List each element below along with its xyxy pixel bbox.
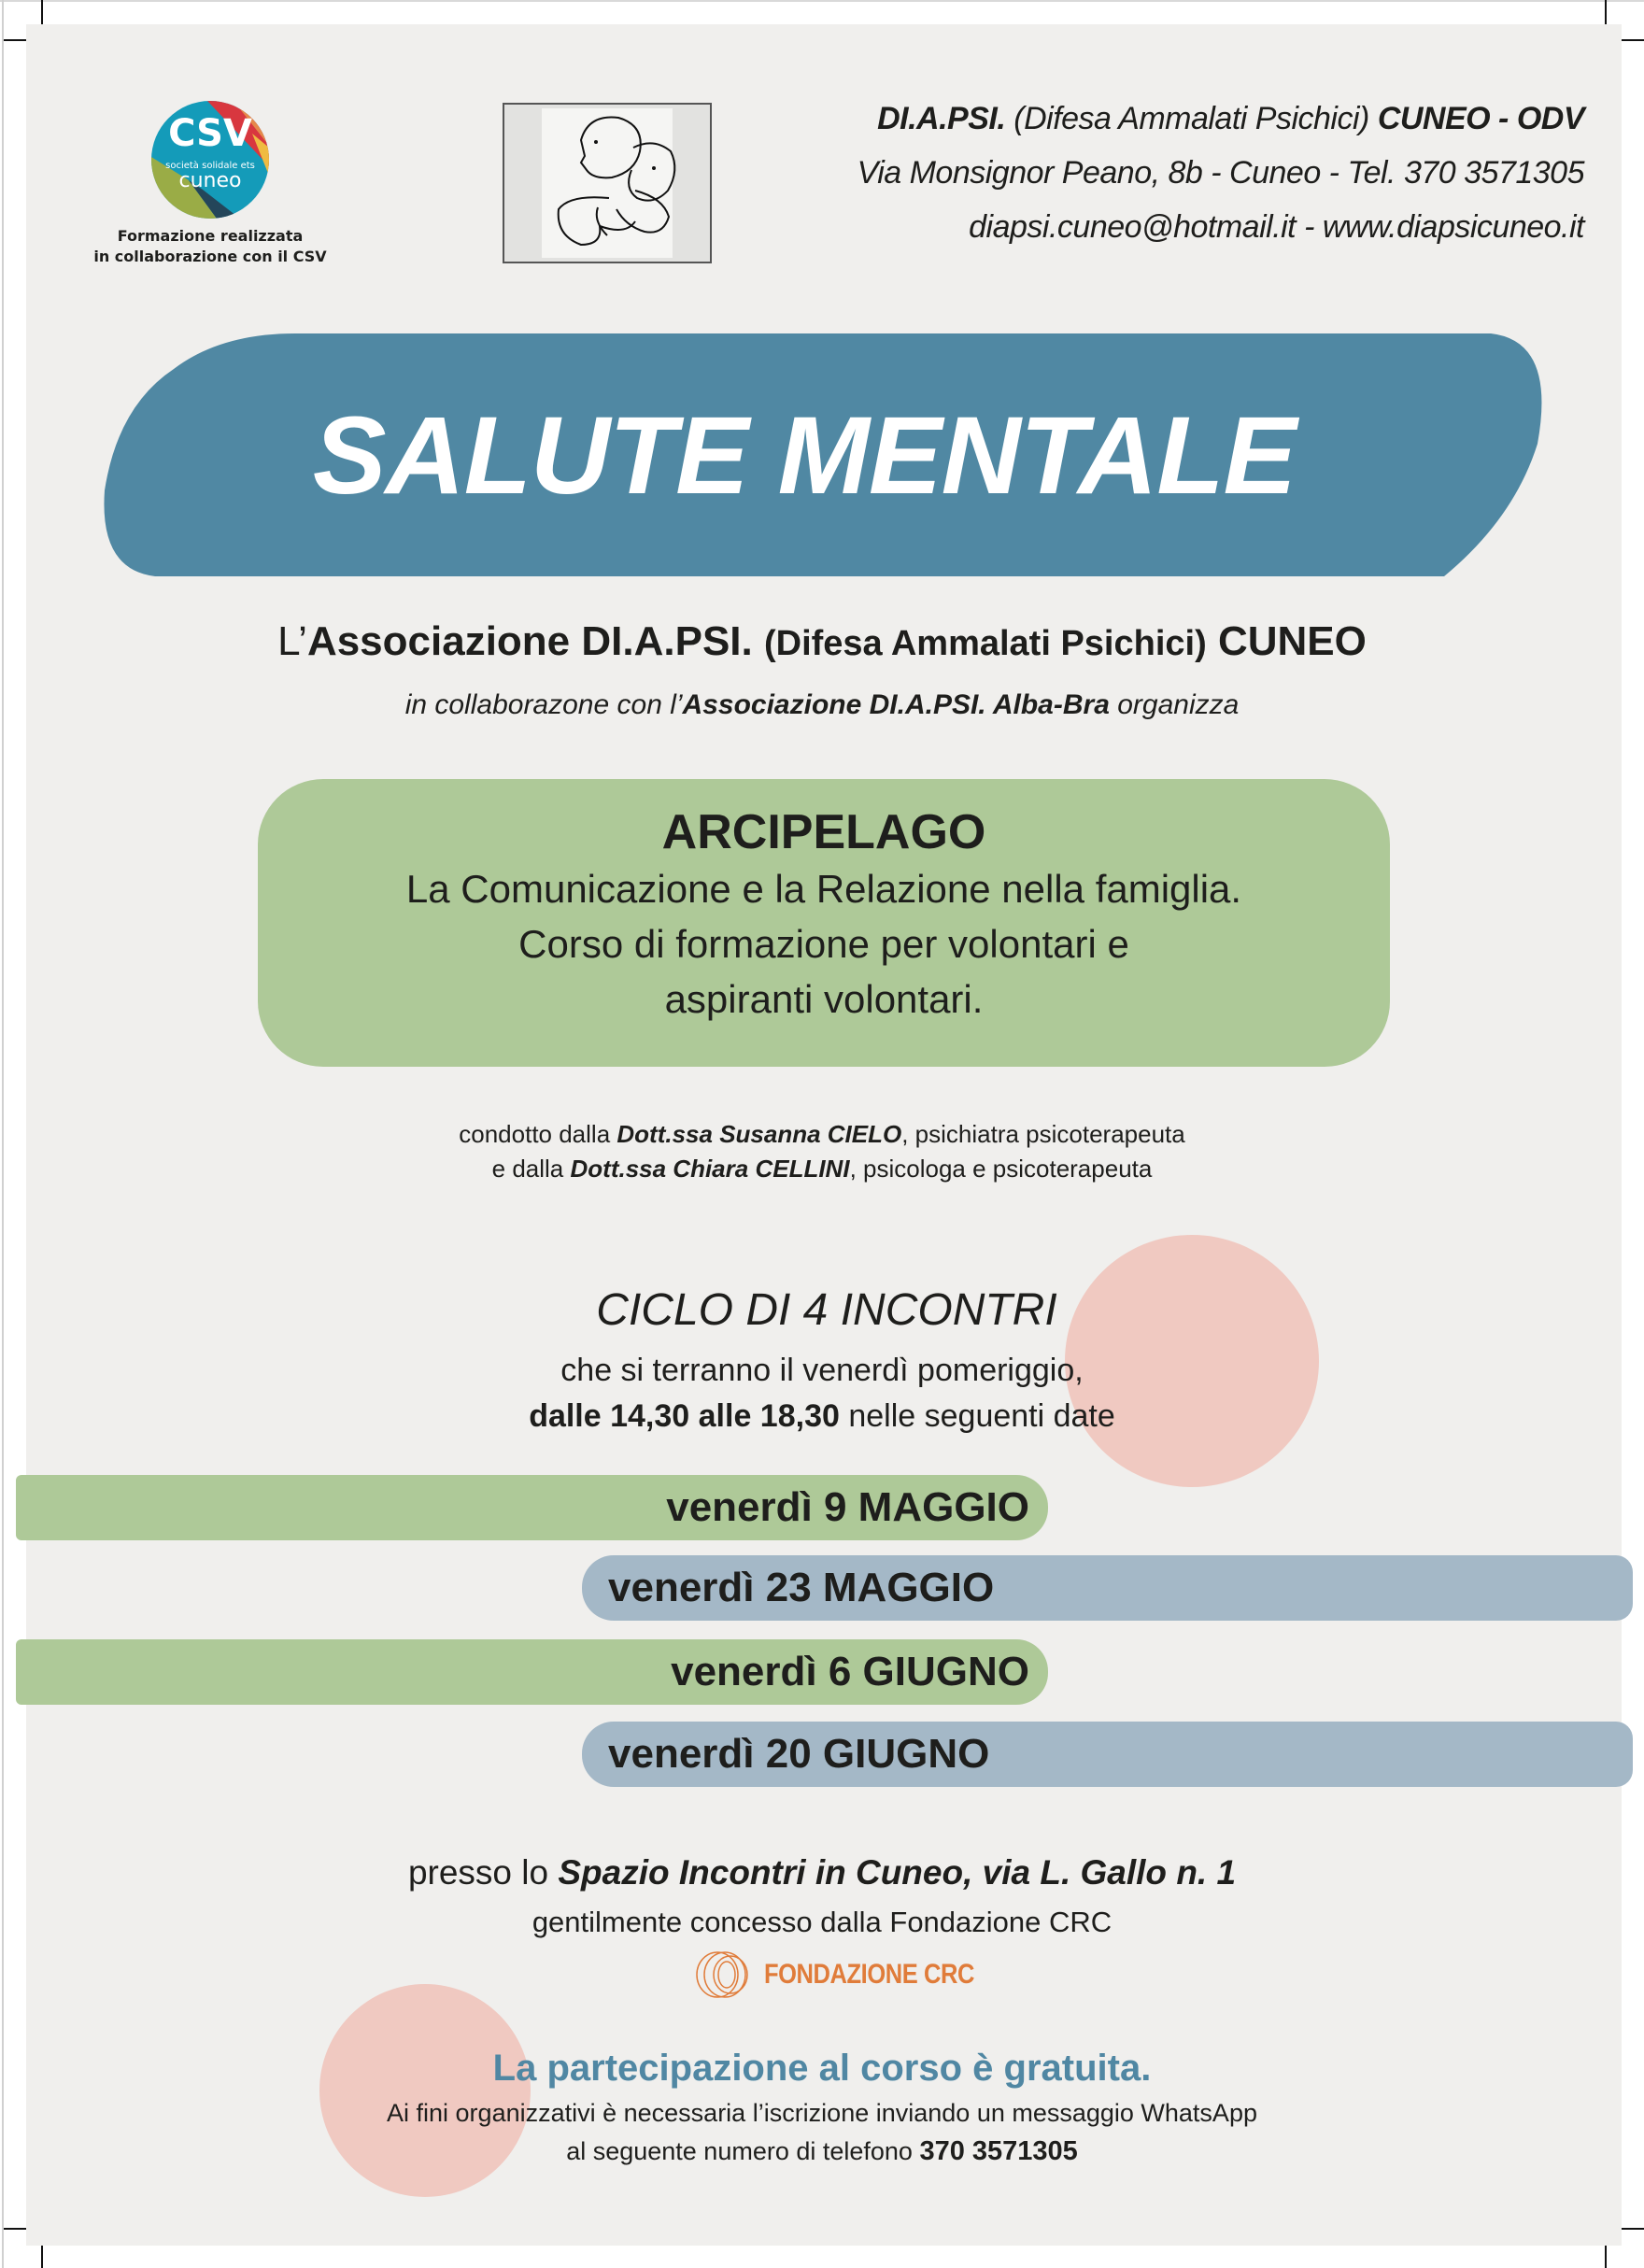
schedule-line-2-suffix: nelle seguenti date bbox=[848, 1398, 1115, 1434]
collaboration-line bbox=[0, 689, 1644, 721]
date-bar bbox=[16, 1475, 1048, 1540]
association-prefix: L’ bbox=[277, 618, 307, 664]
collab-suffix: organizza bbox=[1117, 689, 1240, 720]
venue-place: Spazio Incontri in Cuneo, via L. Gallo n. 1 bbox=[558, 1853, 1237, 1892]
org-name-italic: (Difesa Ammalati Psichici) bbox=[1013, 101, 1369, 136]
org-address: Via Monsignor Peano, 8b - Cuneo - Tel. 370 3571305 bbox=[857, 155, 1584, 191]
csv-logo-city: cuneo bbox=[178, 169, 242, 192]
date-label: venerdì 20 GIUGNO bbox=[608, 1731, 990, 1777]
drawing-graphic bbox=[504, 105, 710, 262]
association-name: Associazione DI.A.PSI. bbox=[306, 618, 753, 664]
date-bar bbox=[582, 1722, 1633, 1787]
collab-prefix: in collaborazone con l’ bbox=[404, 689, 683, 720]
venue-line bbox=[0, 1853, 1644, 1892]
date-label: venerdì 9 MAGGIO bbox=[666, 1484, 1029, 1530]
fondazione-crc-logo bbox=[693, 1949, 1012, 2000]
csv-logo-title: CSV bbox=[168, 112, 252, 155]
schedule-line-1: che si terranno il venerdì pomeriggio, bbox=[560, 1353, 1084, 1388]
conductor-line-2 bbox=[0, 1155, 1644, 1184]
conductor-2-prefix: e dalla bbox=[491, 1155, 564, 1183]
org-web-contacts[interactable]: diapsi.cuneo@hotmail.it - www.diapsicuneo.it bbox=[969, 209, 1584, 245]
date-label: venerdì 23 MAGGIO bbox=[608, 1565, 995, 1610]
mother-child-drawing-icon bbox=[503, 103, 712, 263]
registration-notice: Ai fini organizzativi è necessaria l’iscrizione inviando un messaggio WhatsApp bbox=[387, 2099, 1257, 2127]
org-name-bold: DI.A.PSI. bbox=[877, 101, 1006, 136]
csv-logo-graphic bbox=[151, 101, 269, 219]
conductor-line-1 bbox=[0, 1120, 1644, 1149]
csv-logo-subtitle: società solidale ets bbox=[165, 161, 255, 171]
csv-caption bbox=[75, 226, 346, 267]
course-line-3: aspiranti volontari. bbox=[664, 977, 984, 1021]
association-parenthetical: (Difesa Ammalati Psichici) bbox=[763, 624, 1207, 663]
csv-caption-line2: in collaborazione con il CSV bbox=[93, 248, 327, 265]
venue-granted-by: gentilmente concesso dalla Fondazione CRC bbox=[531, 1906, 1113, 1938]
schedule-title: CICLO DI 4 INCONTRI bbox=[596, 1285, 1057, 1335]
schedule-hours: dalle 14,30 alle 18,30 bbox=[529, 1398, 840, 1434]
org-name-suffix: CUNEO - ODV bbox=[1377, 101, 1584, 136]
csv-logo-icon bbox=[151, 101, 269, 219]
conductor-1-prefix: condotto dalla bbox=[459, 1120, 611, 1148]
free-participation-notice: La partecipazione al corso è gratuita. bbox=[492, 2048, 1152, 2089]
schedule-line-2 bbox=[0, 1398, 1644, 1435]
date-label: venerdì 6 GIUGNO bbox=[671, 1649, 1029, 1694]
course-title: ARCIPELAGO bbox=[661, 805, 986, 859]
association-line bbox=[0, 618, 1644, 665]
page-edge-top bbox=[0, 0, 1644, 2]
conductor-2-name: Dott.ssa Chiara CELLINI bbox=[570, 1155, 850, 1183]
fondazione-crc-rings-icon bbox=[693, 1949, 758, 2000]
venue-prefix: presso lo bbox=[407, 1853, 549, 1892]
course-box-text bbox=[258, 803, 1390, 1027]
collab-association: Associazione DI.A.PSI. Alba-Bra bbox=[682, 689, 1110, 720]
course-line-2: Corso di formazione per volontari e bbox=[518, 922, 1129, 966]
association-city: CUNEO bbox=[1217, 618, 1367, 664]
conductor-2-role: , psicologa e psicoterapeuta bbox=[849, 1155, 1153, 1183]
date-bar bbox=[582, 1555, 1633, 1621]
page-title: SALUTE MENTALE bbox=[312, 393, 1297, 517]
csv-caption-line1: Formazione realizzata bbox=[117, 227, 304, 245]
org-name bbox=[877, 101, 1584, 137]
conductor-1-name: Dott.ssa Susanna CIELO bbox=[616, 1120, 902, 1148]
fondazione-crc-logo-text: FONDAZIONE CRC bbox=[764, 1959, 974, 1990]
registration-phone-line bbox=[0, 2136, 1644, 2167]
date-bar bbox=[16, 1639, 1048, 1705]
conductor-1-role: , psichiatra psicoterapeuta bbox=[901, 1120, 1185, 1148]
phone-prefix: al seguente numero di telefono bbox=[566, 2137, 913, 2165]
course-line-1: La Comunicazione e la Relazione nella famiglia. bbox=[405, 867, 1242, 911]
phone-number[interactable]: 370 3571305 bbox=[919, 2136, 1078, 2166]
